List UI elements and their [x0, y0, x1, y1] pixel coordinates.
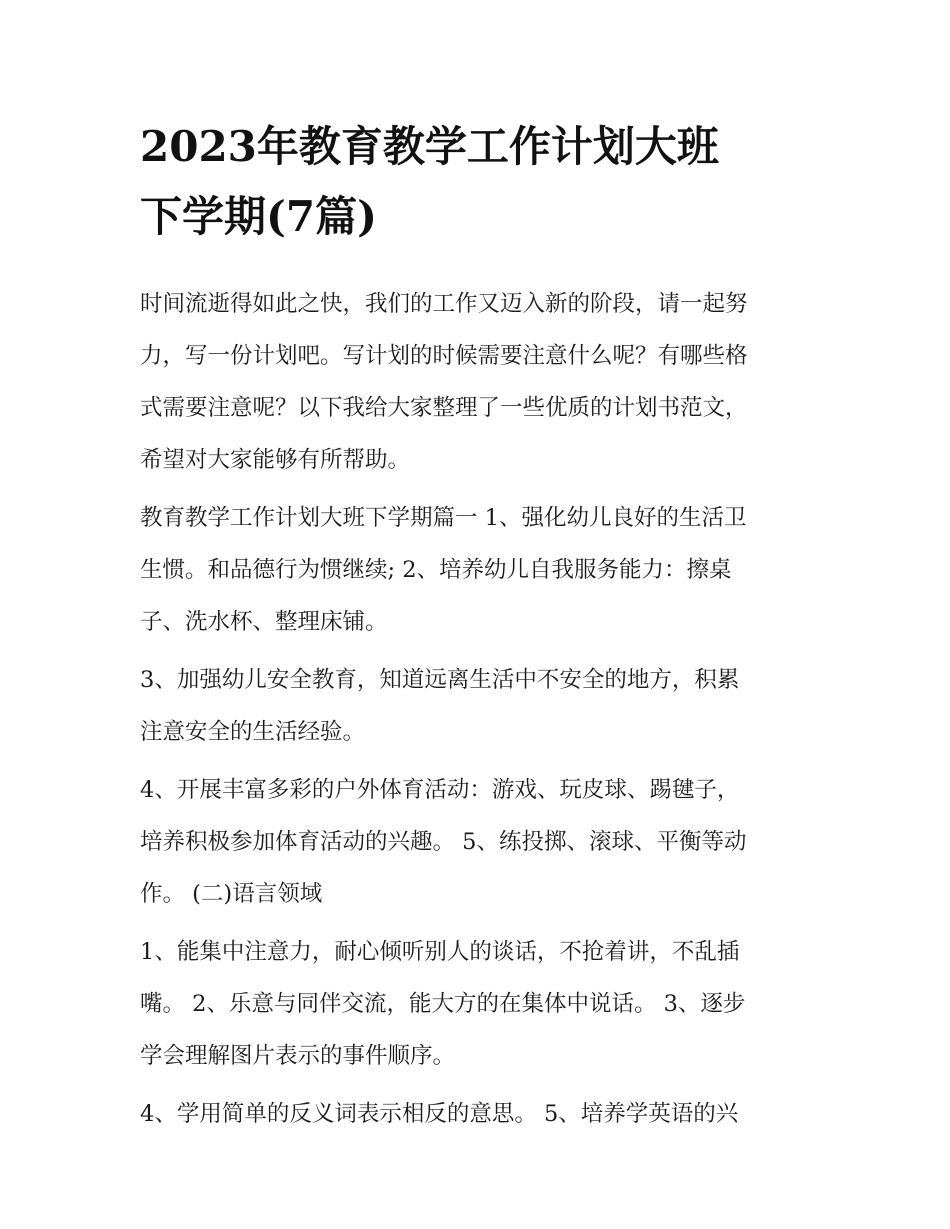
text-line: 4、学用简单的反义词表示相反的意思。 5、培养学英语的兴 [140, 1101, 739, 1127]
paragraph-intro [140, 278, 820, 486]
text-line: 力，写一份计划吧。写计划的时候需要注意什么呢？有哪些格 [140, 343, 748, 369]
text-line: 嘴。 2、乐意与同伴交流，能大方的在集体中说话。 3、逐步 [140, 991, 746, 1017]
text-line: 1、能集中注意力，耐心倾听别人的谈话，不抢着讲，不乱插 [140, 939, 740, 965]
document-title [140, 112, 820, 252]
text-line: 4、开展丰富多彩的户外体育活动：游戏、玩皮球、踢毽子， [140, 777, 740, 803]
paragraph-language-1 [140, 926, 820, 1082]
text-line: 3、加强幼儿安全教育，知道远离生活中不安全的地方，积累 [140, 667, 740, 693]
title-line-2: 下学期(7篇) [140, 192, 377, 241]
document-body [140, 278, 820, 1146]
text-line: 式需要注意呢？以下我给大家整理了一些优质的计划书范文， [140, 395, 748, 421]
text-line: 希望对大家能够有所帮助。 [140, 447, 411, 473]
text-line: 学会理解图片表示的事件顺序。 [140, 1043, 456, 1069]
text-line: 作。 (二)语言领域 [140, 881, 323, 907]
text-line: 注意安全的生活经验。 [140, 719, 366, 745]
paragraph-plan-one [140, 492, 820, 648]
paragraph-language-4 [140, 1088, 820, 1140]
text-line: 时间流逝得如此之快，我们的工作又迈入新的阶段，请一起努 [140, 291, 748, 317]
text-line: 教育教学工作计划大班下学期篇一 1、强化幼儿良好的生活卫 [140, 505, 747, 531]
text-line: 培养积极参加体育活动的兴趣。 5、练投掷、滚球、平衡等动 [140, 829, 747, 855]
title-line-1: 2023年教育教学工作计划大班 [140, 122, 719, 171]
paragraph-item-3 [140, 654, 820, 758]
text-line: 生惯。和品德行为惯继续; 2、培养幼儿自我服务能力：擦桌 [140, 557, 732, 583]
text-line: 子、洗水杯、整理床铺。 [140, 609, 388, 635]
paragraph-item-4 [140, 764, 820, 920]
